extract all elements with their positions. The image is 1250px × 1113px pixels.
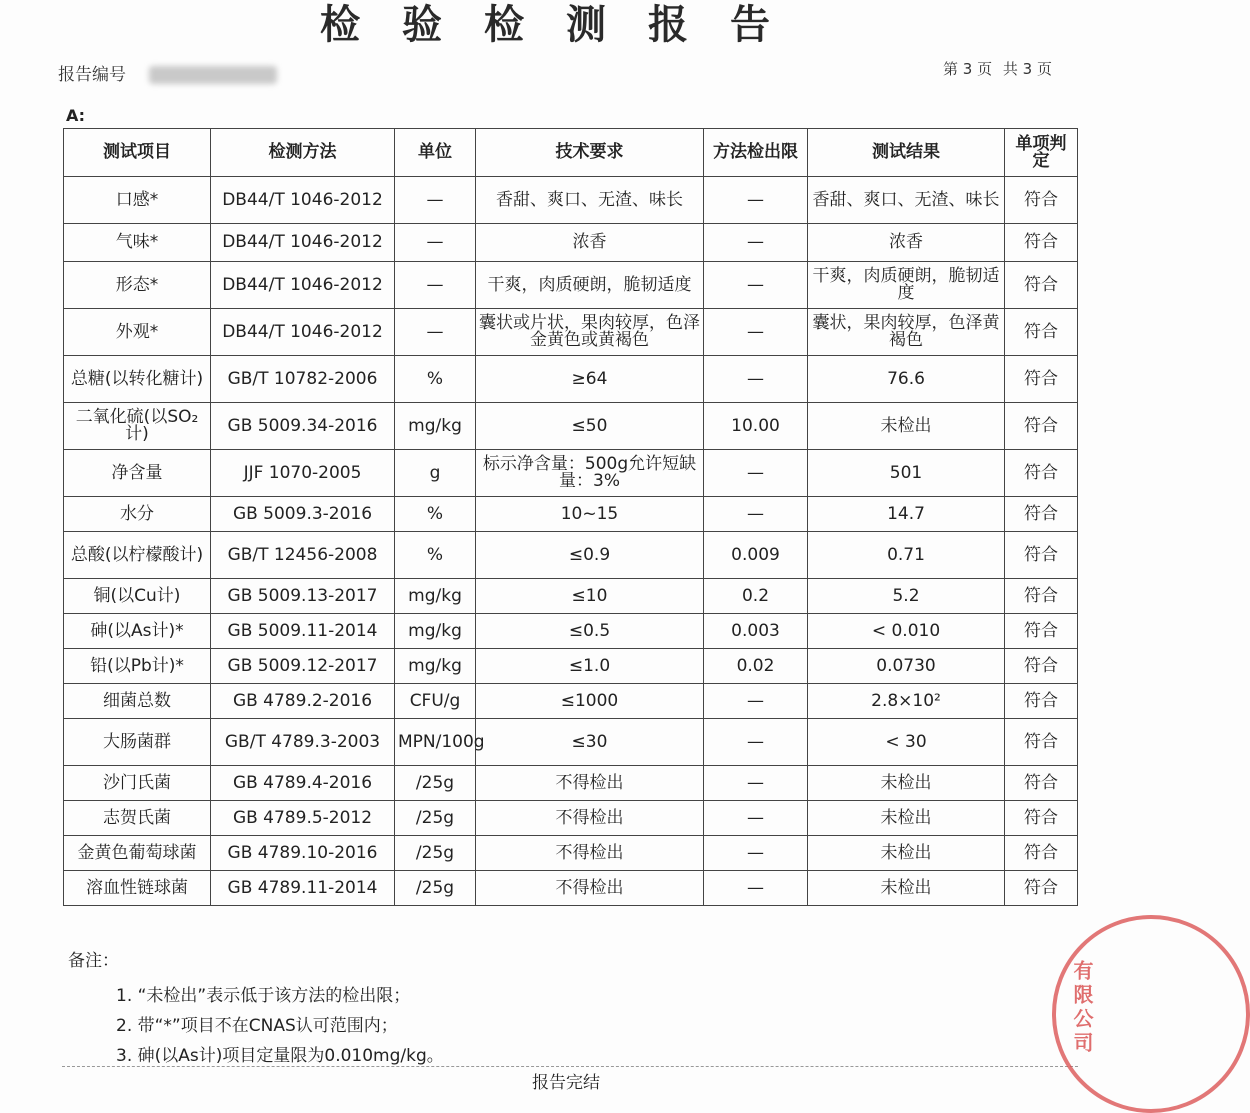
cell-unit: mg/kg — [395, 403, 476, 450]
cell-requirement: 不得检出 — [476, 766, 704, 801]
table-row — [64, 356, 1078, 403]
cell-method: GB/T 4789.3-2003 — [211, 719, 395, 766]
table-row — [64, 177, 1078, 224]
note-item: 3. 砷(以As计)项目定量限为0.010mg/kg。 — [116, 1046, 444, 1066]
table-row — [64, 614, 1078, 649]
cell-result: 0.0730 — [808, 649, 1005, 684]
cell-judgement: 符合 — [1005, 262, 1078, 309]
table-row — [64, 766, 1078, 801]
cell-requirement: ≤1000 — [476, 684, 704, 719]
cell-judgement: 符合 — [1005, 450, 1078, 497]
cell-detection-limit: — — [704, 497, 808, 532]
col-header-detection-limit: 方法检出限 — [704, 129, 808, 177]
cell-requirement: 10~15 — [476, 497, 704, 532]
cell-unit: mg/kg — [395, 614, 476, 649]
table-row — [64, 871, 1078, 906]
cell-method: GB 4789.4-2016 — [211, 766, 395, 801]
notes — [68, 946, 444, 1071]
cell-method: GB 5009.13-2017 — [211, 579, 395, 614]
cell-item: 溶血性链球菌 — [64, 871, 211, 906]
cell-item: 口感* — [64, 177, 211, 224]
cell-method: GB 4789.10-2016 — [211, 836, 395, 871]
cell-detection-limit: — — [704, 801, 808, 836]
page-info — [937, 58, 1052, 79]
col-header-requirement: 技术要求 — [476, 129, 704, 177]
notes-heading: 备注： — [68, 951, 119, 971]
cell-result: 囊状，果肉较厚，色泽黄褐色 — [808, 309, 1005, 356]
cell-item: 总糖(以转化糖计) — [64, 356, 211, 403]
cell-requirement: ≤50 — [476, 403, 704, 450]
cell-unit: CFU/g — [395, 684, 476, 719]
cell-result: 2.8×10² — [808, 684, 1005, 719]
cell-detection-limit: — — [704, 262, 808, 309]
cell-unit: /25g — [395, 801, 476, 836]
seal-text: 有限公司 — [1070, 960, 1094, 1056]
table-row — [64, 836, 1078, 871]
cell-judgement: 符合 — [1005, 719, 1078, 766]
cell-unit: % — [395, 497, 476, 532]
cell-unit: — — [395, 224, 476, 262]
cell-unit: — — [395, 309, 476, 356]
cell-item: 沙门氏菌 — [64, 766, 211, 801]
cell-method: JJF 1070-2005 — [211, 450, 395, 497]
cell-result: 未检出 — [808, 871, 1005, 906]
cell-detection-limit: 0.2 — [704, 579, 808, 614]
cell-detection-limit: 10.00 — [704, 403, 808, 450]
cell-result: 未检出 — [808, 766, 1005, 801]
cell-method: GB/T 10782-2006 — [211, 356, 395, 403]
cell-result: < 30 — [808, 719, 1005, 766]
page-current: 第 3 页 — [943, 60, 993, 78]
report-number-redacted — [149, 66, 277, 84]
cell-method: GB 4789.2-2016 — [211, 684, 395, 719]
cell-method: GB 4789.11-2014 — [211, 871, 395, 906]
table-row — [64, 309, 1078, 356]
cell-method: DB44/T 1046-2012 — [211, 177, 395, 224]
cell-judgement: 符合 — [1005, 684, 1078, 719]
table-row — [64, 649, 1078, 684]
cell-unit: % — [395, 356, 476, 403]
cell-result: 未检出 — [808, 836, 1005, 871]
cell-result: 未检出 — [808, 403, 1005, 450]
cell-method: GB 5009.12-2017 — [211, 649, 395, 684]
table-row — [64, 532, 1078, 579]
cell-item: 总酸(以柠檬酸计) — [64, 532, 211, 579]
cell-judgement: 符合 — [1005, 766, 1078, 801]
col-header-unit: 单位 — [395, 129, 476, 177]
cell-detection-limit: — — [704, 224, 808, 262]
cell-method: GB 4789.5-2012 — [211, 801, 395, 836]
cell-requirement: ≤0.9 — [476, 532, 704, 579]
cell-requirement: ≤10 — [476, 579, 704, 614]
note-item: 2. 带“*”项目不在CNAS认可范围内； — [116, 1016, 398, 1036]
cell-requirement: 香甜、爽口、无渣、味长 — [476, 177, 704, 224]
cell-judgement: 符合 — [1005, 614, 1078, 649]
cell-requirement: 不得检出 — [476, 871, 704, 906]
table-header-row — [64, 129, 1078, 177]
cell-item: 砷(以As计)* — [64, 614, 211, 649]
table-row — [64, 403, 1078, 450]
cell-item: 细菌总数 — [64, 684, 211, 719]
cell-result: 浓香 — [808, 224, 1005, 262]
cell-method: GB/T 12456-2008 — [211, 532, 395, 579]
cell-unit: — — [395, 177, 476, 224]
cell-judgement: 符合 — [1005, 497, 1078, 532]
cell-judgement: 符合 — [1005, 309, 1078, 356]
cell-requirement: 不得检出 — [476, 836, 704, 871]
cell-item: 气味* — [64, 224, 211, 262]
cell-unit: MPN/100g — [395, 719, 476, 766]
cell-unit: /25g — [395, 766, 476, 801]
cell-item: 铜(以Cu计) — [64, 579, 211, 614]
cell-unit: — — [395, 262, 476, 309]
cell-detection-limit: 0.02 — [704, 649, 808, 684]
cell-method: DB44/T 1046-2012 — [211, 262, 395, 309]
table-row — [64, 224, 1078, 262]
table-body — [64, 177, 1078, 906]
cell-result: 5.2 — [808, 579, 1005, 614]
cell-result: 未检出 — [808, 801, 1005, 836]
cell-item: 水分 — [64, 497, 211, 532]
cell-requirement: 囊状或片状，果肉较厚，色泽金黄色或黄褐色 — [476, 309, 704, 356]
col-header-judgement: 单项判定 — [1005, 129, 1078, 177]
cell-judgement: 符合 — [1005, 532, 1078, 579]
cell-unit: mg/kg — [395, 649, 476, 684]
cell-judgement: 符合 — [1005, 836, 1078, 871]
cell-judgement: 符合 — [1005, 871, 1078, 906]
cell-unit: % — [395, 532, 476, 579]
cell-requirement: ≤0.5 — [476, 614, 704, 649]
cell-judgement: 符合 — [1005, 356, 1078, 403]
cell-requirement: 浓香 — [476, 224, 704, 262]
cell-requirement: 不得检出 — [476, 801, 704, 836]
cell-judgement: 符合 — [1005, 403, 1078, 450]
cell-judgement: 符合 — [1005, 579, 1078, 614]
report-number — [58, 60, 277, 85]
table-row — [64, 497, 1078, 532]
cell-detection-limit: — — [704, 356, 808, 403]
report-number-label: 报告编号 — [58, 65, 126, 85]
cell-item: 金黄色葡萄球菌 — [64, 836, 211, 871]
table-row — [64, 719, 1078, 766]
cell-detection-limit: — — [704, 719, 808, 766]
col-header-item: 测试项目 — [64, 129, 211, 177]
cell-method: GB 5009.11-2014 — [211, 614, 395, 649]
cell-result: 香甜、爽口、无渣、味长 — [808, 177, 1005, 224]
cell-method: DB44/T 1046-2012 — [211, 309, 395, 356]
cell-requirement: 标示净含量：500g允许短缺量：3% — [476, 450, 704, 497]
table-row — [64, 450, 1078, 497]
note-item: 1. “未检出”表示低于该方法的检出限； — [116, 986, 411, 1006]
table-row — [64, 579, 1078, 614]
cell-method: GB 5009.3-2016 — [211, 497, 395, 532]
cell-unit: mg/kg — [395, 579, 476, 614]
cell-detection-limit: — — [704, 309, 808, 356]
table-row — [64, 801, 1078, 836]
cell-method: DB44/T 1046-2012 — [211, 224, 395, 262]
cell-judgement: 符合 — [1005, 649, 1078, 684]
cell-judgement: 符合 — [1005, 801, 1078, 836]
cell-requirement: ≥64 — [476, 356, 704, 403]
cell-detection-limit: — — [704, 684, 808, 719]
col-header-result: 测试结果 — [808, 129, 1005, 177]
cell-unit: /25g — [395, 871, 476, 906]
cell-detection-limit: — — [704, 871, 808, 906]
table-row — [64, 262, 1078, 309]
cell-result: 76.6 — [808, 356, 1005, 403]
test-results-table — [63, 128, 1078, 906]
cell-item: 形态* — [64, 262, 211, 309]
cell-item: 二氧化硫(以SO₂计) — [64, 403, 211, 450]
cell-item: 大肠菌群 — [64, 719, 211, 766]
table-row — [64, 684, 1078, 719]
cell-unit: /25g — [395, 836, 476, 871]
cell-detection-limit: — — [704, 766, 808, 801]
cell-detection-limit: 0.003 — [704, 614, 808, 649]
dotted-divider — [62, 1066, 1078, 1067]
page-total: 共 3 页 — [1002, 60, 1052, 78]
cell-requirement: 干爽，肉质硬朗，脆韧适度 — [476, 262, 704, 309]
cell-requirement: ≤30 — [476, 719, 704, 766]
cell-result: 501 — [808, 450, 1005, 497]
cell-item: 净含量 — [64, 450, 211, 497]
cell-unit: g — [395, 450, 476, 497]
section-label: A: — [66, 106, 86, 125]
cell-method: GB 5009.34-2016 — [211, 403, 395, 450]
cell-detection-limit: — — [704, 177, 808, 224]
cell-detection-limit: 0.009 — [704, 532, 808, 579]
cell-item: 志贺氏菌 — [64, 801, 211, 836]
cell-item: 铅(以Pb计)* — [64, 649, 211, 684]
cell-result: 14.7 — [808, 497, 1005, 532]
report-title: 检验检测报告 — [320, 2, 812, 48]
col-header-method: 检测方法 — [211, 129, 395, 177]
report-end: 报告完结 — [532, 1073, 600, 1093]
cell-result: 干爽，肉质硬朗，脆韧适度 — [808, 262, 1005, 309]
cell-judgement: 符合 — [1005, 177, 1078, 224]
cell-result: 0.71 — [808, 532, 1005, 579]
cell-item: 外观* — [64, 309, 211, 356]
cell-result: < 0.010 — [808, 614, 1005, 649]
cell-requirement: ≤1.0 — [476, 649, 704, 684]
cell-detection-limit: — — [704, 450, 808, 497]
cell-judgement: 符合 — [1005, 224, 1078, 262]
cell-detection-limit: — — [704, 836, 808, 871]
